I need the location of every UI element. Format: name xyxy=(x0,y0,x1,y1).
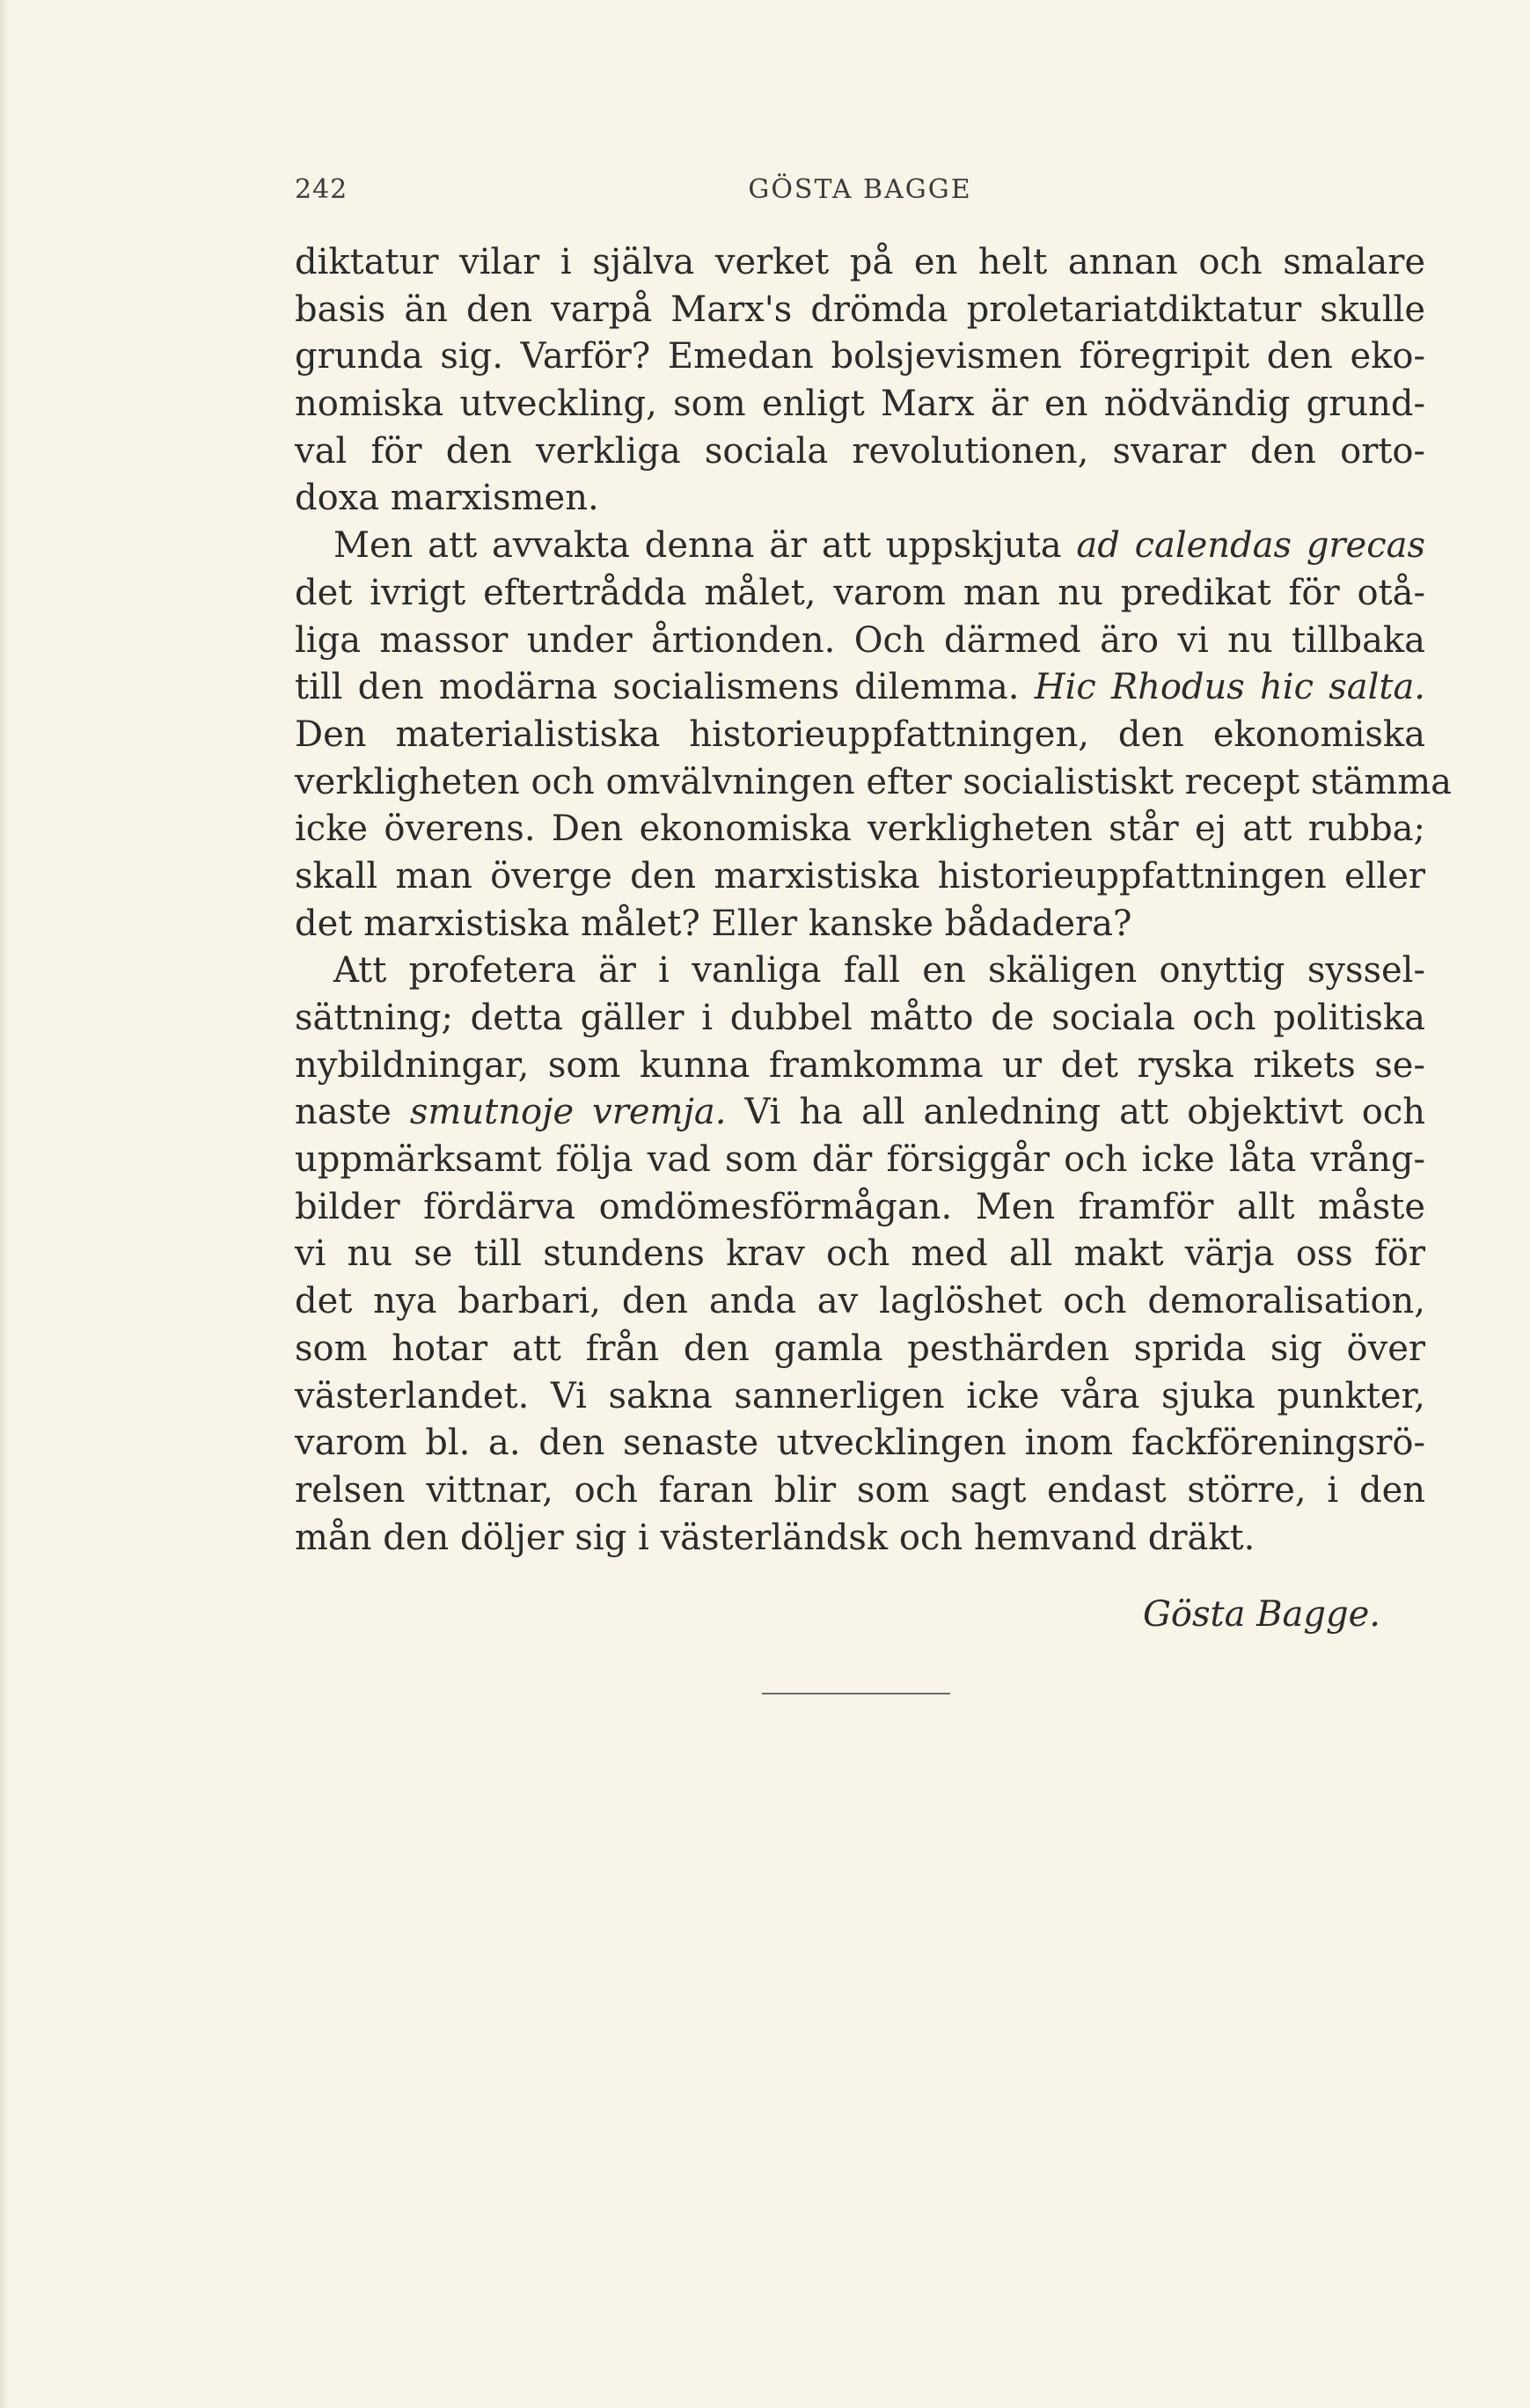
text-line: Men att avvakta denna är att uppskjuta ad calendas grecas xyxy=(333,525,1425,567)
text-line: doxa marxismen. xyxy=(295,478,599,519)
text-line: icke överens. Den ekonomiska verkligheten står ej att rubba; xyxy=(295,809,1425,850)
page-number: 242 xyxy=(295,174,348,205)
text-line: uppmärksamt följa vad som där försiggår och icke låta vrång- xyxy=(295,1139,1425,1181)
text-line: diktatur vilar i själva verket på en helt annan och smalare xyxy=(295,242,1425,282)
text-line: naste smutnoje vremja. Vi ha all anledning att objektivt och xyxy=(295,1092,1425,1133)
text-line: varom bl. a. den senaste utvecklingen inom fackföreningsrö- xyxy=(295,1423,1425,1464)
text-line: basis än den varpå Marx's drömda proletariatdiktatur skulle xyxy=(295,289,1425,330)
text-line: skall man överge den marxistiska historieuppfattningen eller xyxy=(295,855,1425,897)
text-line: västerlandet. Vi sakna sannerligen icke våra sjuka punkter, xyxy=(295,1375,1425,1416)
italic-phrase: smutnoje vremja. xyxy=(409,1092,727,1133)
text-line: sättning; detta gäller i dubbel måtto de sociala och politiska xyxy=(295,998,1425,1038)
italic-phrase: ad calendas grecas xyxy=(1076,525,1425,567)
text-line: till den modärna socialismens dilemma. Hic Rhodus hic salta. xyxy=(295,667,1426,708)
text-line: Den materialistiska historieuppfattningen, den ekonomiska xyxy=(295,714,1425,755)
text-line: mån den döljer sig i västerländsk och hemvand dräkt. xyxy=(295,1517,1255,1558)
text-line: relsen vittnar, och faran blir som sagt endast större, i den xyxy=(295,1469,1425,1511)
text-line: nomiska utveckling, som enligt Marx är en nödvändig grund- xyxy=(295,384,1425,425)
text-line: Att profetera är i vanliga fall en skäligen onyttig syssel- xyxy=(333,950,1425,992)
closing-rule xyxy=(762,1693,950,1694)
text-line: vi nu se till stundens krav och med all makt värja oss för xyxy=(295,1233,1425,1275)
italic-phrase: Hic Rhodus hic salta. xyxy=(1034,667,1426,708)
body-text xyxy=(295,239,1453,1562)
text-line: val för den verkliga sociala revolutionen, svarar den orto- xyxy=(295,430,1425,472)
text-line: det marxistiska målet? Eller kanske bådadera? xyxy=(295,903,1132,944)
text-line: som hotar att från den gamla pesthärden sprida sig över xyxy=(295,1328,1425,1369)
running-head xyxy=(295,174,1425,215)
text-line: nybildningar, som kunna framkomma ur det ryska rikets se- xyxy=(295,1044,1425,1086)
text-line: det nya barbari, den anda av laglöshet och demoralisation, xyxy=(295,1281,1425,1322)
text-line: liga massor under årtionden. Och därmed äro vi nu tillbaka xyxy=(295,619,1425,661)
text-line: grunda sig. Varför? Emedan bolsjevismen föregripit den eko- xyxy=(295,336,1425,377)
running-head-author: GÖSTA BAGGE xyxy=(748,174,972,205)
page-edge-shadow xyxy=(0,0,9,2408)
text-line: verkligheten och omvälvningen efter socialistiskt recept stämma xyxy=(295,761,1453,802)
text-line: bilder fördärva omdömesförmågan. Men framför allt måste xyxy=(295,1186,1425,1227)
text-line: det ivrigt eftertrådda målet, varom man nu predikat för otå- xyxy=(295,572,1425,613)
author-signature: Gösta Bagge. xyxy=(1142,1594,1380,1635)
